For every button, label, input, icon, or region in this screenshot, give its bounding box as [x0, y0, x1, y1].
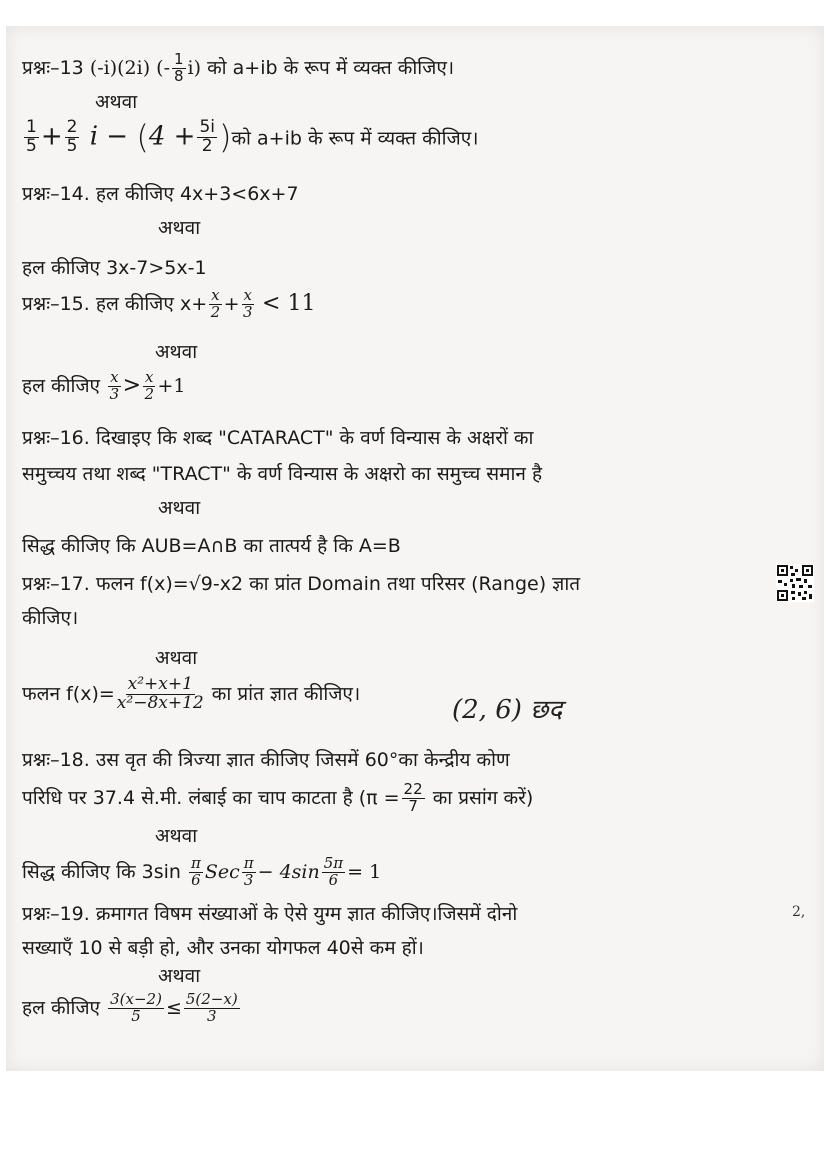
q15-or: अथवा: [155, 341, 198, 363]
q17-or: अथवा: [155, 647, 198, 669]
q13-alt-open: (: [136, 118, 149, 156]
question-16: [22, 424, 533, 450]
q17-line2: कीजिए।: [22, 607, 79, 629]
q18-alt-frac3: $\frac{5\pi}{6}$: [323, 854, 344, 889]
q13-tail: को a+ib के रूप में व्यक्त कीजिए।: [207, 56, 455, 79]
q18-pi-frac: $\frac{22}{7}$: [403, 780, 423, 815]
q19-alt-le: ≤: [165, 996, 182, 1019]
question-19: [22, 900, 517, 926]
q15-alt-frac1: $\frac{x}{3}$: [109, 368, 120, 403]
q13-alt-tail: को a+ib के रूप में व्यक्त कीजिए।: [231, 127, 479, 150]
q19-alt-prefix: हल कीजिए: [22, 996, 101, 1019]
question-17: [22, 570, 580, 596]
q16-label: प्रश्नः–16.: [22, 427, 90, 449]
q15-label: प्रश्नः–15.: [22, 292, 90, 315]
q18-alt-suffix: = 1: [347, 860, 382, 883]
q13-alt-frac2: $\frac{2}{5}$: [66, 116, 78, 156]
q13-alt-four: 4 +: [148, 121, 196, 152]
q17-label: प्रश्नः–17.: [22, 573, 90, 595]
q14-text: हल कीजिए 4x+3<6x+7: [95, 183, 299, 205]
q15-frac2: $\frac{x}{3}$: [242, 286, 253, 321]
q19-alt: [22, 992, 242, 1025]
handwritten-note: (2, 6) छद: [452, 695, 563, 725]
q16-line2: समुच्चय तथा शब्द "TRACT" के वर्ण विन्यास के अक्षरो का समुच्च समान है: [22, 463, 543, 485]
q15-alt: [22, 370, 186, 403]
q15-alt-prefix: हल कीजिए: [22, 374, 101, 397]
margin-mark: 2,: [792, 904, 806, 920]
q15-suffix: < 11: [262, 290, 316, 316]
q18-alt-frac2: $\frac{\pi}{3}$: [243, 854, 254, 889]
question-14: [22, 180, 299, 206]
q19-line1: क्रमागत विषम संख्याओं के ऐसे युग्म ज्ञात कीजिए।जिसमें दोनो: [95, 903, 518, 925]
q19-alt-frac1: $\frac{3(x-2)}{5}$: [110, 990, 162, 1025]
q18-line2: [22, 782, 533, 815]
q15-plus: +: [223, 292, 240, 315]
q13-alt-close: ): [218, 118, 232, 156]
q13-fraction: $\frac{1}{8}$: [174, 50, 184, 85]
q19-label: प्रश्नः–19.: [22, 903, 90, 925]
q15-prefix: हल कीजिए x+: [95, 292, 208, 315]
q18-alt-sec: Sec: [204, 860, 240, 883]
q13-label: प्रश्नः–13: [22, 56, 84, 79]
q18-line2-suffix: का प्रसांग करें): [432, 786, 534, 809]
q13-alt-i: i −: [89, 121, 129, 152]
q17-alt-prefix: फलन f(x)=: [22, 682, 115, 705]
q18-alt-mid: − 4sin: [257, 860, 320, 883]
question-15: [22, 288, 315, 321]
q13-alt-plus: +: [40, 121, 63, 152]
q14-alt: हल कीजिए 3x-7>5x-1: [22, 257, 207, 279]
q18-alt: [22, 856, 381, 889]
q18-label: प्रश्नः–18.: [22, 749, 90, 771]
q18-line1: उस वृत की त्रिज्या ज्ञात कीजिए जिसमें 60°का केन्द्रीय कोण: [95, 749, 510, 771]
question-13: [22, 52, 454, 85]
q18-alt-frac1: $\frac{\pi}{6}$: [190, 854, 201, 889]
q15-alt-gt: >: [122, 372, 142, 398]
q15-alt-frac2: $\frac{x}{2}$: [144, 368, 155, 403]
q13-alt: [22, 118, 478, 156]
question-18: [22, 746, 510, 772]
q13-alt-frac3: $\frac{5i}{2}$: [199, 116, 215, 156]
q17-line1: फलन f(x)=√9-x2 का प्रांत Domain तथा परिसर (Range) ज्ञात: [95, 573, 581, 595]
q13-or: अथवा: [95, 91, 138, 113]
q17-alt: [22, 676, 360, 713]
q15-alt-suffix: +1: [157, 374, 186, 397]
q19-or: अथवा: [158, 965, 201, 987]
q16-alt: सिद्ध कीजिए कि AUB=A∩B का तात्पर्य है कि A=B: [22, 535, 401, 557]
q14-or: अथवा: [158, 217, 201, 239]
q16-line1: दिखाइए कि शब्द "CATARACT" के वर्ण विन्यास के अक्षरों का: [95, 427, 534, 449]
q16-or: अथवा: [158, 497, 201, 519]
q19-line2: सख्याएँ 10 से बड़ी हो, और उनका योगफल 40से कम हों।: [22, 937, 424, 959]
q13-expr-start: (-i)(2i) (-: [89, 56, 170, 79]
q13-alt-frac1: $\frac{1}{5}$: [26, 116, 37, 156]
q17-alt-suffix: का प्रांत ज्ञात कीजिए।: [211, 682, 361, 705]
q18-line2-prefix: परिधि पर 37.4 से.मी. लंबाई का चाप काटता है (π =: [22, 786, 400, 809]
q19-alt-frac2: $\frac{5(2-x)}{3}$: [185, 990, 238, 1025]
q13-expr-end: i): [187, 56, 202, 79]
q17-alt-frac: $\frac{\text{x²+x+1}}{\text{x²−8x+12}}$: [116, 674, 204, 713]
q14-label: प्रश्नः–14.: [22, 183, 90, 205]
q18-alt-prefix: सिद्ध कीजिए कि 3sin: [22, 860, 181, 883]
q18-or: अथवा: [155, 825, 198, 847]
qr-code-icon: [776, 564, 814, 602]
q15-frac1: $\frac{x}{2}$: [210, 286, 221, 321]
